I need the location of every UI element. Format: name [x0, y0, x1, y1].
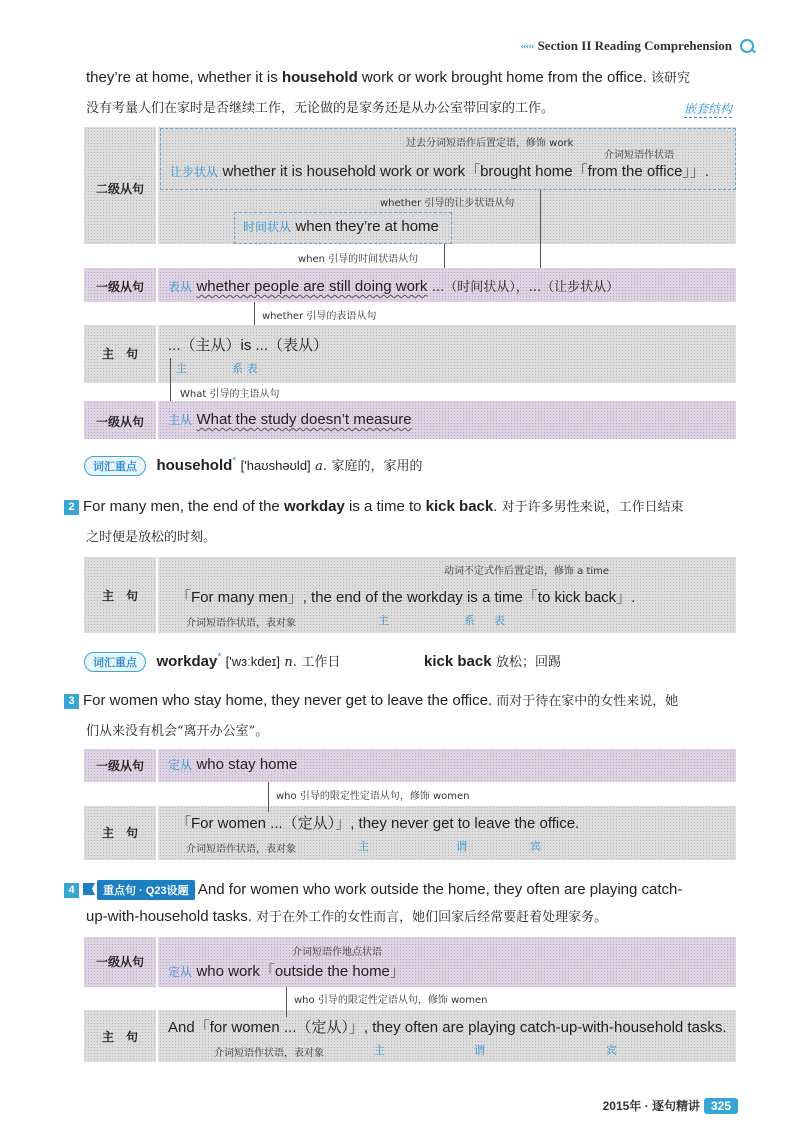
vocab-meaning-1: 家庭的，家用的	[331, 459, 423, 474]
time-clause	[243, 218, 439, 236]
s4-connector-line	[286, 987, 287, 1017]
connector-line-1	[540, 190, 541, 268]
s2-cn-1: 对于许多男性来说，工作日结束	[501, 500, 684, 515]
s2-label-main: 主 句	[101, 589, 138, 603]
s3-divider	[156, 749, 158, 860]
intro-en-bold: household	[281, 69, 358, 86]
s4-en-1: And for women who work outside the home, they often are playing catch-	[197, 881, 683, 898]
vocab-1	[84, 455, 422, 476]
pred-tail: ...（时间状从），...（让步状从）	[431, 280, 620, 295]
s4-sub-verb: 谓	[474, 1044, 485, 1057]
pred-tag: 表从	[168, 280, 193, 294]
section-header	[520, 38, 754, 54]
s2-sub-predicative: 表	[494, 614, 505, 627]
s4-annotation-who: who 引导的限定性定语从句，修饰 women	[294, 995, 488, 1006]
s2-en-3: .	[493, 498, 498, 515]
sentence-3-number: 3	[64, 694, 79, 709]
annotation-prep-phrase: 介词短语作状语	[604, 150, 674, 161]
s3-sub-verb: 谓	[456, 840, 467, 853]
sentence-3-english	[64, 690, 744, 709]
sentence-4-english	[64, 880, 744, 900]
vocab-2	[84, 651, 340, 672]
concessive-clause	[170, 160, 709, 181]
main1-sub-predicate: 系 表	[232, 362, 258, 375]
s3-en: For women who stay home, they never get to leave the office.	[83, 692, 493, 709]
intro-en-part1: they’re at home, whether it is	[86, 69, 282, 86]
connector-line-4	[170, 358, 171, 401]
s2-en-bold2: kick back	[425, 498, 494, 515]
block1-divider	[156, 127, 158, 439]
intro-cn-part1: 该研究	[650, 71, 690, 86]
s3-attr-tag: 定从	[168, 758, 193, 772]
s2-en-1: For many men, the end of the	[83, 498, 284, 515]
flag-icon	[83, 883, 95, 895]
s3-attr-text: who stay home	[196, 756, 298, 773]
s3-sub-object: 宾	[530, 840, 541, 853]
sentence-2-number: 2	[64, 500, 79, 515]
connector-line-2	[444, 244, 445, 268]
s4-en-2-line	[86, 906, 607, 925]
subj-clause	[168, 411, 412, 429]
sentence-4-number: 4	[64, 883, 79, 898]
vocab-pos-1: a.	[315, 459, 328, 474]
subj-tag: 主从	[168, 413, 193, 427]
s4-attr-clause	[168, 960, 405, 981]
s4-divider	[156, 937, 158, 1062]
vocab-word-2b: kick back	[424, 653, 492, 670]
s4-attr-tag: 定从	[168, 965, 193, 979]
s2-sub-verb: 系	[464, 614, 475, 627]
s4-label-main: 主 句	[101, 1030, 138, 1044]
intro-en-part2: work or work brought home from the office.	[357, 69, 647, 86]
annotation-whether-concessive: whether 引导的让步状语从句	[380, 198, 515, 209]
s2-sub-annotation: 介词短语作状语，表对象	[186, 618, 296, 629]
concessive-tag: 让步状从	[170, 165, 219, 179]
s3-sub-subject: 主	[358, 840, 369, 853]
magnifier-icon	[740, 39, 754, 53]
label-level1-clause-b: 一级从句	[95, 415, 144, 429]
s3-main-text: 「For women ...（定从）」, they never get to leave the office.	[176, 815, 580, 832]
arrows-icon: ‹‹‹‹‹	[520, 40, 534, 52]
s4-sub-subject: 主	[374, 1044, 385, 1057]
s3-cn-1: 而对于待在家中的女性来说，她	[496, 694, 679, 709]
s2-annotation-infinitive: 动词不定式作后置定语，修饰 a time	[444, 566, 610, 577]
annotation-what: What 引导的主语从句	[180, 389, 280, 400]
vocab-meaning-2: 工作日	[301, 655, 341, 670]
s4-attr-text: who work「outside the home」	[196, 963, 405, 980]
s4-main-text: And「for women ...（定从）」, they often are playing catch-up-with-household tasks.	[168, 1019, 727, 1036]
label-main-clause-1: 主 句	[101, 347, 138, 361]
key-sentence-badge: 重点句 · Q23设题	[97, 880, 195, 900]
pred-text: whether people are still doing work	[196, 278, 428, 295]
s4-label-level1: 一级从句	[95, 955, 144, 969]
s4-annotation-location: 介词短语作地点状语	[292, 947, 382, 958]
vocab-star-2: *	[217, 651, 222, 663]
annotation-when: when 引导的时间状语从句	[298, 254, 419, 265]
footer-label: 2015年 · 逐句精讲	[602, 1099, 700, 1113]
intro-english	[86, 67, 746, 86]
concessive-text: whether it is household work or work「brought home「from the office」」.	[222, 163, 710, 180]
annotation-whether-pred: whether 引导的表语从句	[262, 311, 377, 322]
section-title: Section II Reading Comprehension	[537, 38, 732, 53]
page-footer	[603, 1097, 738, 1114]
vocab-ipa-1: ['haʊshəʊld]	[240, 458, 311, 473]
s2-en-bold1: workday	[283, 498, 345, 515]
vocab-2b	[424, 651, 561, 671]
s3-annotation-who: who 引导的限定性定语从句，修饰 women	[276, 791, 470, 802]
annotation-past-participle: 过去分词短语作后置定语，修饰 work	[406, 138, 574, 149]
vocab-badge-2: 词汇重点	[84, 652, 146, 672]
vocab-meaning-2b: 放松；回踢	[496, 655, 562, 670]
main1-sub-subject: 主	[176, 362, 187, 375]
label-level1-clause-a: 一级从句	[95, 280, 144, 294]
page-number: 325	[704, 1098, 738, 1114]
s3-cn-2: 们从来没有机会“离开办公室”。	[86, 724, 269, 739]
time-text: when they’re at home	[295, 218, 439, 235]
s3-attr-clause	[168, 756, 297, 774]
s3-label-main: 主 句	[101, 826, 138, 840]
s3-label-level1: 一级从句	[95, 759, 144, 773]
sentence-2-english	[64, 496, 744, 515]
time-tag: 时间状从	[243, 220, 292, 234]
vocab-word-2: workday	[156, 653, 218, 670]
s4-sub-object: 宾	[606, 1044, 617, 1057]
intro-cn-part2: 没有考量人们在家时是否继续工作，无论做的是家务还是从办公室带回家的工作。	[86, 101, 555, 116]
s2-main-text: 「For many men」, the end of the workday is a time「to kick back」.	[176, 589, 636, 606]
s4-sub-annotation: 介词短语作状语，表对象	[214, 1048, 324, 1059]
nested-structure-tag: 嵌套结构	[684, 102, 733, 116]
s4-cn: 对于在外工作的女性而言，她们回家后经常要赶着处理家务。	[256, 910, 608, 925]
s2-divider	[156, 557, 158, 633]
vocab-star-1: *	[232, 455, 237, 467]
main-clause-1: ...（主从）is ...（表从）	[168, 337, 329, 354]
connector-line-3	[254, 302, 255, 325]
label-level2-clause: 二级从句	[95, 182, 144, 196]
subj-text: What the study doesn’t measure	[196, 411, 412, 428]
s3-sub-annotation: 介词短语作状语，表对象	[186, 844, 296, 855]
vocab-word-1: household	[156, 457, 233, 474]
s3-connector-line	[268, 782, 269, 812]
vocab-ipa-2: ['wɜːkdeɪ]	[225, 654, 280, 669]
vocab-badge-1: 词汇重点	[84, 456, 146, 476]
s4-en-2: up-with-household tasks.	[86, 908, 252, 925]
vocab-pos-2: n.	[284, 655, 297, 670]
pred-clause	[168, 276, 619, 296]
s2-cn-2: 之时便是放松的时刻。	[86, 530, 217, 545]
s2-en-2: is a time to	[344, 498, 426, 515]
s2-sub-subject: 主	[378, 614, 389, 627]
